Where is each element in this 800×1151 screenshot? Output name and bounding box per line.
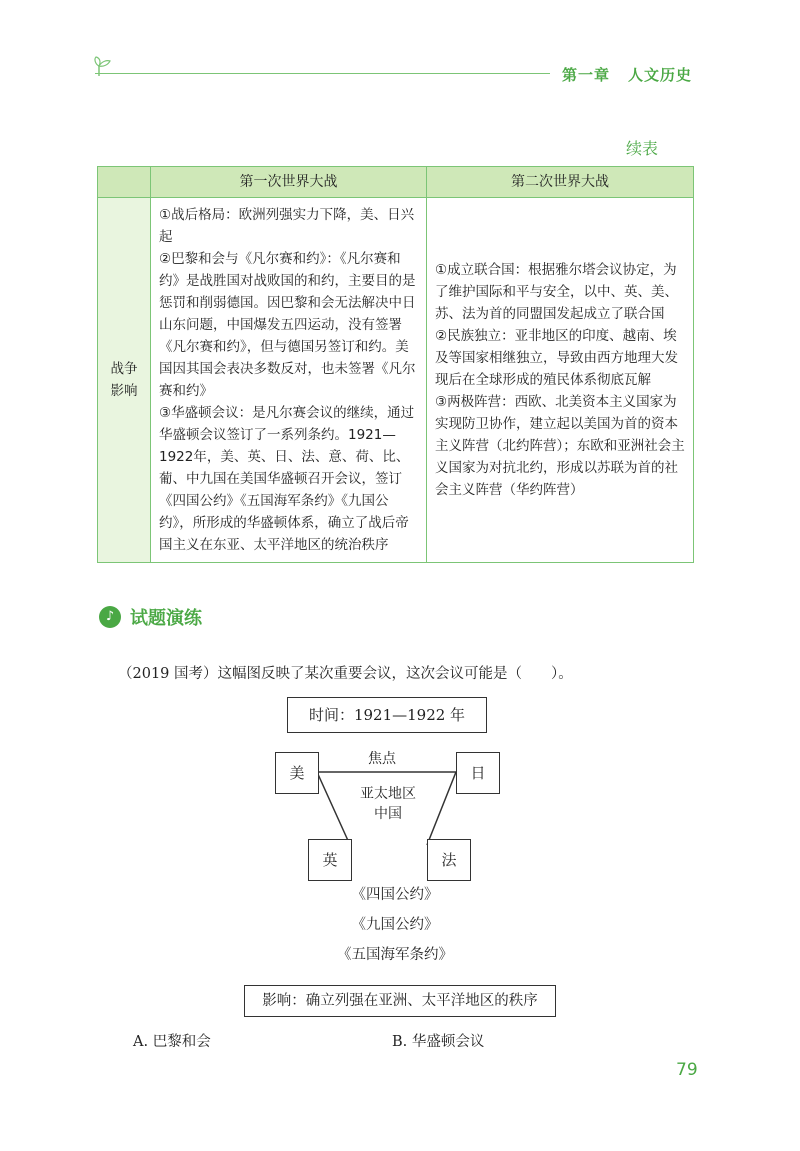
exercise-heading: 试题演练 [130, 608, 202, 629]
impact-box: 影响：确立列强在亚洲、太平洋地区的秩序 [244, 985, 556, 1017]
page-number: 79 [676, 1060, 698, 1080]
ww2-point-3: ③两极阵营：西欧、北美资本主义国家为实现防卫协作，建立起以美国为首的资本主义阵营（北约阵营）；东欧和亚洲社会主义国家为对抗北约，形成以苏联为首的社会主义阵营（华约阵营） [435, 394, 685, 498]
ww1-point-3: ③华盛顿会议：是凡尔赛会议的继续，通过华盛顿会议签订了一系列条约。1921—1922年，美、英、日、法、意、荷、比、葡、中九国在美国华盛顿召开会议，签订《四国公约》《五国海军条约》《九国公约》，所形成的华盛顿体系，确立了战后帝国主义在东亚、太平洋地区的统治秩序 [159, 405, 415, 553]
ww2-point-1: ①成立联合国：根据雅尔塔会议协定，为了维护国际和平与安全，以中、英、美、苏、法为首的同盟国发起成立了联合国 [435, 262, 678, 322]
row-label-war-impact: 战争 影响 [98, 198, 151, 563]
focus-label: 焦点 [368, 751, 396, 767]
ww1-point-2: ②巴黎和会与《凡尔赛和约》：《凡尔赛和约》是战胜国对战败国的和约，主要目的是惩罚和削弱德国。因巴黎和会无法解决中日山东问题，中国爆发五四运动，没有签署《凡尔赛和约》，但与德国另签订和约。美国因其国会表决多数反对，也未签署《凡尔赛和约》 [159, 251, 416, 399]
region-china: 中国 [374, 806, 402, 822]
focus-line-right [427, 772, 456, 845]
treaty-five-power-naval: 《五国海军条约》 [337, 947, 453, 963]
table-header-ww2: 第二次世界大战 [427, 167, 694, 198]
ww2-point-2: ②民族独立：亚非地区的印度、越南、埃及等国家相继独立，导致由西方地理大发现后在全球形成的殖民体系彻底瓦解 [435, 328, 678, 388]
country-box-us: 美 [275, 752, 319, 794]
treaty-nine-power: 《九国公约》 [351, 917, 439, 933]
exercise-icon: ♪ [99, 606, 121, 628]
question-text: （2019 国考）这幅图反映了某次重要会议，这次会议可能是（ ）。 [118, 666, 573, 682]
continued-label: 续表 [626, 139, 659, 158]
table-header-ww1: 第一次世界大战 [151, 167, 427, 198]
region-label [348, 784, 428, 824]
treaty-four-power: 《四国公约》 [351, 887, 439, 903]
option-b[interactable]: B. 华盛顿会议 [392, 1034, 485, 1050]
ww1-point-1: ①战后格局：欧洲列强实力下降，美、日兴起 [159, 207, 415, 245]
chapter-name: 人文历史 [628, 66, 693, 84]
country-box-japan: 日 [456, 752, 500, 794]
country-box-france: 法 [427, 839, 471, 881]
option-a[interactable]: A. 巴黎和会 [133, 1034, 211, 1050]
treaty-list [300, 880, 490, 970]
country-box-uk: 英 [308, 839, 352, 881]
chapter-number: 第一章 [562, 66, 611, 84]
time-box: 时间：1921—1922 年 [287, 697, 487, 733]
region-asia-pacific: 亚太地区 [360, 786, 416, 802]
focus-line-left [317, 772, 350, 845]
